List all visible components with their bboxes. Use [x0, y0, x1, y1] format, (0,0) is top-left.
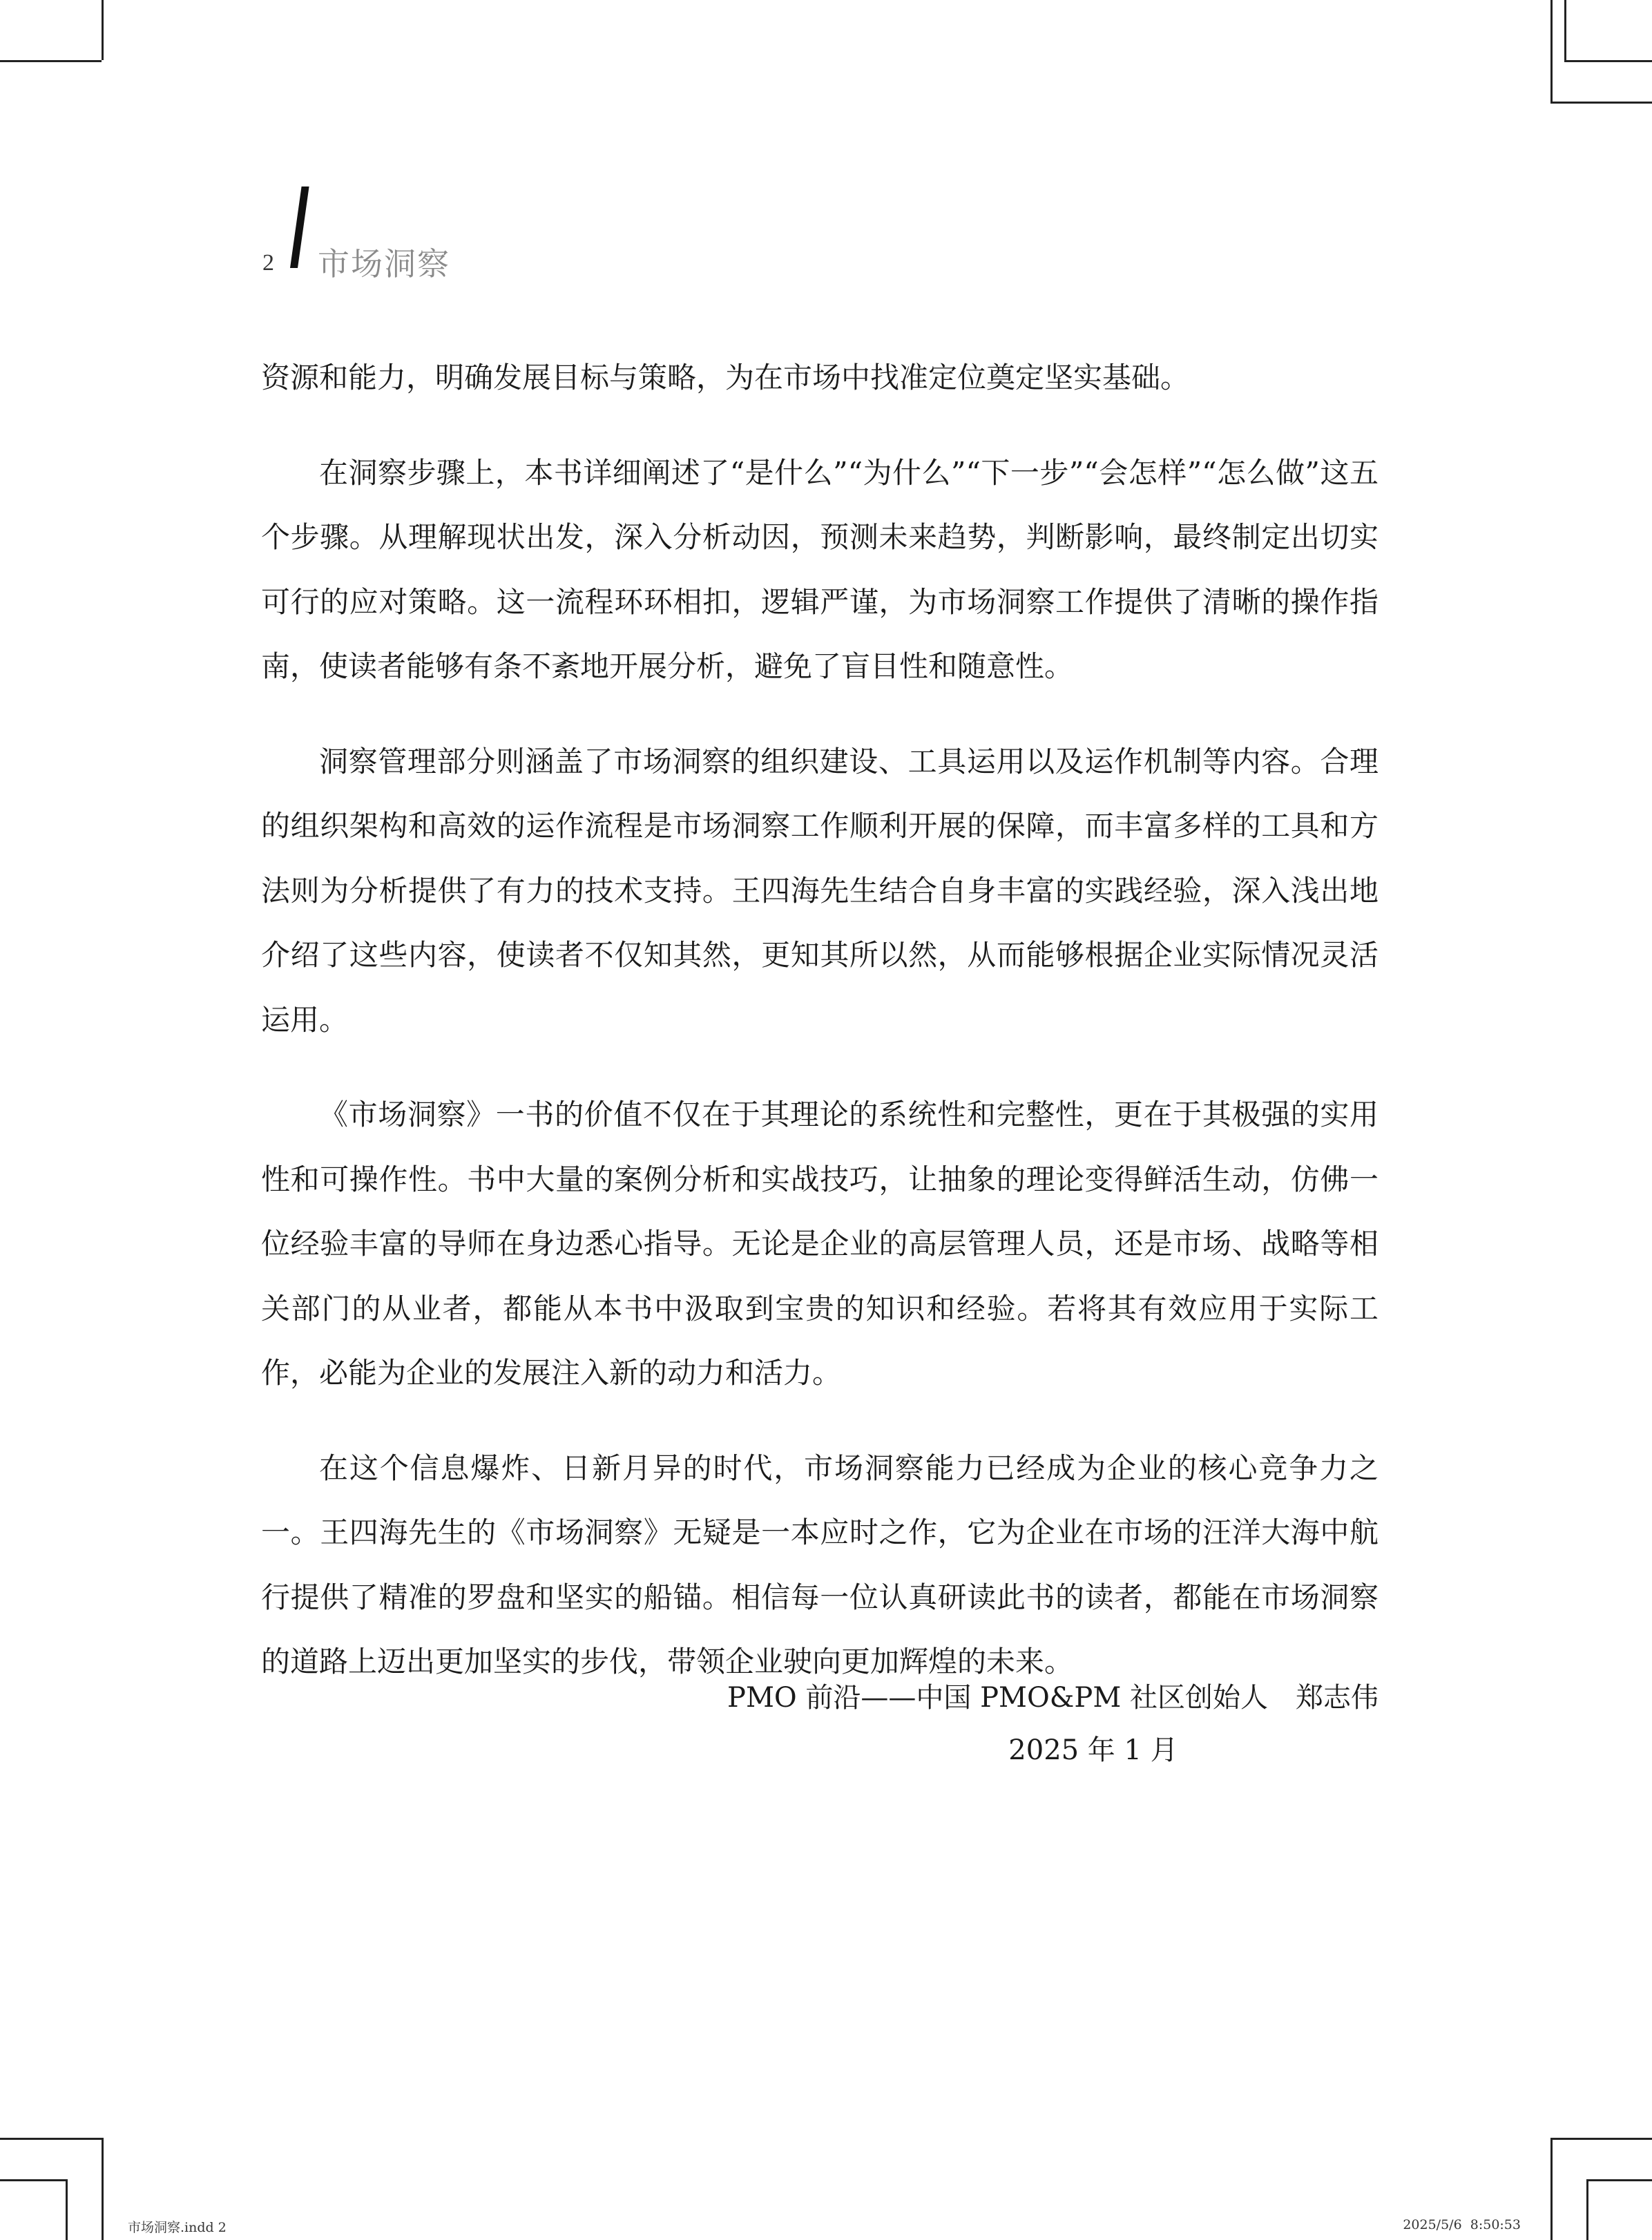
crop-mark: [0, 2179, 66, 2181]
crop-mark: [66, 2179, 68, 2240]
crop-mark: [102, 0, 104, 60]
paragraph: 在这个信息爆炸、日新月异的时代，市场洞察能力已经成为企业的核心竞争力之一。王四海先生的《市场洞察》无疑是一本应时之作，它为企业在市场的汪洋大海中航行提供了精准的罗盘和坚实的船锚。相信每一位认真研读此书的读者，都能在市场洞察的道路上迈出更加坚实的步伐，带领企业驶向更加辉煌的未来。: [261, 1451, 1379, 1678]
crop-mark: [1550, 0, 1553, 102]
signature-date: 2025 年 1 月: [1008, 1734, 1178, 1766]
body-text: [261, 345, 1379, 1725]
signature-author: PMO 前沿——中国 PMO&PM 社区创始人 郑志伟: [727, 1682, 1379, 1714]
paragraph: 洞察管理部分则涵盖了市场洞察的组织建设、工具运用以及运作机制等内容。合理的组织架构和高效的运作流程是市场洞察工作顺利开展的保障，而丰富多样的工具和方法则为分析提供了有力的技术支持。王四海先生结合自身丰富的实践经验，深入浅出地介绍了这些内容，使读者不仅知其然，更知其所以然，从而能够根据企业实际情况灵活运用。: [261, 744, 1379, 1037]
paragraph: 资源和能力，明确发展目标与策略，为在市场中找准定位奠定坚实基础。: [261, 361, 1190, 394]
crop-mark: [1564, 0, 1566, 60]
crop-mark: [1564, 60, 1652, 62]
page-number: 2: [262, 250, 274, 276]
crop-mark: [0, 60, 102, 62]
signature: [622, 1672, 1379, 1777]
crop-mark: [1550, 102, 1652, 104]
crop-mark: [1550, 2138, 1652, 2140]
crop-mark: [0, 2138, 102, 2140]
crop-mark: [1586, 2179, 1588, 2240]
slug-timestamp: 2025/5/6 8:50:53: [1403, 2217, 1521, 2232]
running-title: 市场洞察: [318, 245, 450, 283]
crop-mark: [1586, 2179, 1652, 2181]
paragraph: 《市场洞察》一书的价值不仅在于其理论的系统性和完整性，更在于其极强的实用性和可操作性。书中大量的案例分析和实战技巧，让抽象的理论变得鲜活生动，仿佛一位经验丰富的导师在身边悉心指导。无论是企业的高层管理人员，还是市场、战略等相关部门的从业者，都能从本书中汲取到宝贵的知识和经验。若将其有效应用于实际工作，必能为企业的发展注入新的动力和活力。: [261, 1098, 1379, 1390]
crop-mark: [102, 2138, 104, 2240]
paragraph: 在洞察步骤上，本书详细阐述了“是什么”“为什么”“下一步”“会怎样”“怎么做”这五个步骤。从理解现状出发，深入分析动因，预测未来趋势，判断影响，最终制定出切实可行的应对策略。这一流程环环相扣，逻辑严谨，为市场洞察工作提供了清晰的操作指南，使读者能够有条不紊地开展分析，避免了盲目性和随意性。: [261, 455, 1379, 683]
header-slash: [290, 186, 309, 268]
crop-mark: [1550, 2138, 1553, 2240]
running-header: [262, 186, 815, 283]
slug-filename: 市场洞察.indd 2: [128, 2220, 227, 2235]
